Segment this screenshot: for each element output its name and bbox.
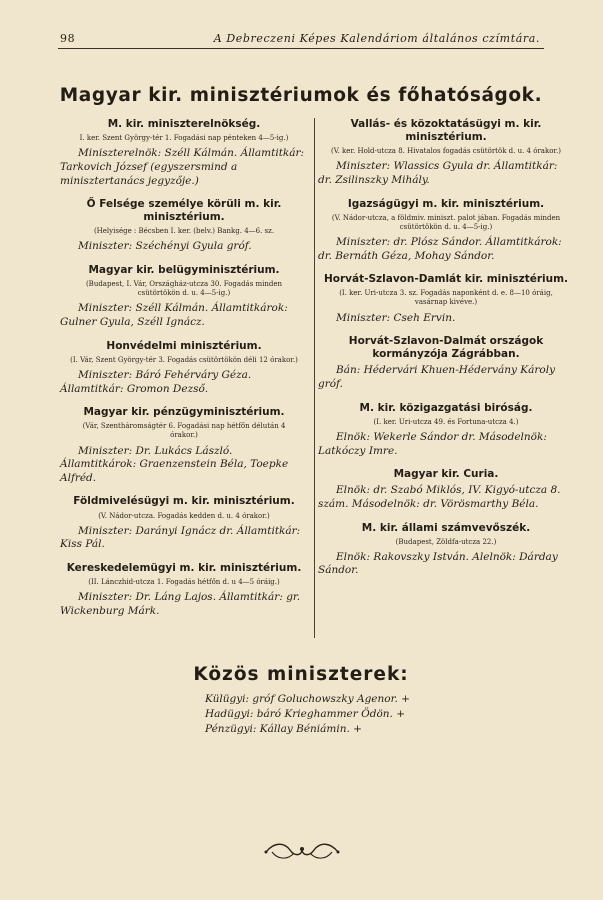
- section-address: (Budapest, Zöldfa-utcza 22.): [395, 537, 497, 546]
- section-title: Vallás- és közoktatásügyi m. kir. minisztérium.: [350, 118, 542, 144]
- section-title: M. kir. állami számvevőszék.: [361, 521, 531, 534]
- scroll-ornament-icon: [262, 840, 342, 862]
- section-officials: Miniszter: Darányi Ignácz dr. Államtitkár: Kiss Pál.: [60, 524, 301, 551]
- ministry-section: [318, 402, 574, 459]
- ministry-section: [60, 118, 308, 188]
- ministry-section: [60, 495, 308, 552]
- header-rule: [58, 48, 544, 49]
- section-address: (V. ker. Hold-utcza 8. Hivatalos fogadás csütörtök d. u. 4 órakor.): [331, 147, 561, 156]
- section-officials: Miniszter: Dr. Láng Lajos. Államtitkár: gr. Wickenburg Márk.: [60, 591, 301, 617]
- ministry-section: [60, 406, 308, 485]
- section-title: Igazságügyi m. kir. minisztérium.: [347, 197, 545, 210]
- section-address: (V. Nádor-utcza, a földmiv. miniszt. palot jában. Fogadás minden csütörtökön d. u. 4—5-ig.): [331, 213, 561, 231]
- page-title: Magyar kir. minisztériumok és főhatóságok.: [59, 85, 543, 106]
- section-title: Kereskedelemügyi m. kir. minisztérium.: [66, 561, 302, 574]
- ministry-section: [318, 335, 574, 392]
- ministry-section: [318, 522, 574, 579]
- column-divider: [314, 118, 315, 638]
- right-column: [318, 118, 574, 588]
- section-title: Ő Felsége személye körüli m. kir. minisztérium.: [86, 198, 282, 224]
- section-officials: Miniszter: dr. Plósz Sándor. Államtitkárok: dr. Bernáth Géza, Mohay Sándor.: [318, 235, 562, 262]
- section-officials: Elnök: Wekerle Sándor dr. Másodelnök: Latkóczy Imre.: [318, 430, 547, 457]
- section-address: (Vár, Szentháromságtér 6. Fogadási nap hétfőn délután 4 órakor.): [82, 422, 286, 440]
- section-title: Horvát-Szlavon-Dalmát országok kormányzója Zágrábban.: [348, 335, 544, 361]
- section-address: (II. Lánczhid-utcza 1. Fogadás hétfőn d. u 4—5 óráig.): [88, 578, 280, 587]
- ministry-section: [60, 340, 308, 397]
- section-title: Földmivelésügyi m. kir. minisztérium.: [73, 495, 295, 508]
- section-title: Honvédelmi minisztérium.: [106, 339, 262, 352]
- section-officials: Miniszter: Széll Kálmán. Államtitkárok: Gulner Gyula, Széll Ignácz.: [60, 302, 288, 329]
- ministry-section: [60, 264, 308, 330]
- section-officials: Elnök: dr. Szabó Miklós, IV. Kigyó-utcza 8. szám. Másodelnök: dr. Vörösmarthy Béla.: [318, 484, 561, 510]
- section-officials: Miniszter: Báró Fehérváry Géza. Államtitkár: Gromon Dezső.: [60, 368, 252, 395]
- section-title: Horvát-Szlavon-Damlát kir. minisztérium.: [323, 273, 569, 286]
- section-title: Magyar kir. Curia.: [393, 468, 499, 481]
- section-officials: Bán: Hédervári Khuen-Hédervány Károly gróf.: [318, 364, 556, 391]
- section-officials: Miniszter: Wlassics Gyula dr. Államtitkár: dr. Zsilinszky Mihály.: [318, 160, 558, 186]
- section-officials: Miniszter: Dr. Lukács László. Államtitkárok: Graenzenstein Béla, Toepke Alfréd.: [60, 444, 289, 484]
- common-ministers-title: Közös miniszterek:: [193, 664, 409, 685]
- common-minister-line: Pénzügyi: Kállay Béniámin. +: [205, 723, 362, 736]
- section-officials: Miniszter: Széchényi Gyula gróf.: [78, 240, 252, 253]
- ministry-section: [318, 118, 574, 188]
- ministry-section: [318, 273, 574, 325]
- section-address: (I. ker. Uri-utcza 49. és Fortuna-utcza 4.): [373, 417, 519, 426]
- running-title: A Debreczeni Képes Kalendáriom általános czímtára.: [213, 32, 540, 45]
- section-address: I. ker. Szent György-tér 1. Fogadási nap pénteken 4—5-ig.): [79, 134, 289, 143]
- common-ministers-list: [205, 692, 410, 738]
- section-address: (Helyisége : Bécsben I. ker. (belv.) Bankg. 4—6. sz.: [93, 227, 275, 236]
- section-address: (V. Nádor-utcza. Fogadás kedden d. u. 4 órakor.): [98, 511, 270, 520]
- ministry-section: [318, 468, 574, 511]
- section-address: (I. Vár, Szent György-tér 3. Fogadás csütörtökön déli 12 órakor.): [70, 355, 298, 364]
- section-address: (Budapest, I. Vár, Országház-utcza 30. Fogadás minden csütörtökön d. u. 4—5-ig.): [85, 280, 283, 298]
- section-title: M. kir. közigazgatási biróság.: [359, 401, 533, 414]
- left-column: [60, 118, 308, 628]
- section-title: Magyar kir. belügyminisztérium.: [88, 264, 280, 277]
- section-title: Magyar kir. pénzügyminisztérium.: [83, 406, 285, 419]
- section-officials: Miniszterelnök: Széll Kálmán. Államtitkár: Tarkovich József (egyszersmind a minisztertanács jegyzője.): [60, 147, 305, 187]
- section-officials: Miniszter: Cseh Ervin.: [336, 311, 456, 324]
- section-officials: Elnök: Rakovszky István. Alelnök: Dárday Sándor.: [318, 550, 558, 577]
- common-minister-line: Hadügyi: báró Krieghammer Ödön. +: [205, 708, 405, 721]
- page-number: 98: [60, 32, 76, 45]
- ministry-section: [60, 562, 308, 619]
- ministry-section: [318, 198, 574, 264]
- section-title: M. kir. miniszterelnökség.: [107, 118, 261, 130]
- common-minister-line: Külügyi: gróf Goluchowszky Agenor. +: [205, 693, 410, 705]
- section-address: (I. ker. Uri-utcza 3. sz. Fogadás naponként d. e. 8—10 óráig, vasárnap kivéve.): [339, 289, 553, 307]
- ministry-section: [60, 198, 308, 254]
